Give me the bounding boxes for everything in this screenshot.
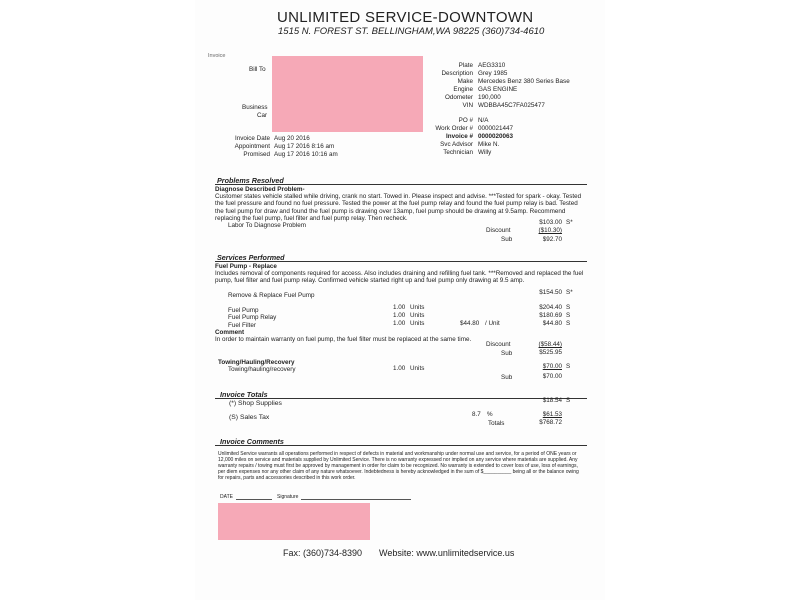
- part-amount: $204.40: [539, 304, 562, 311]
- fuel-labor-label: Remove & Replace Fuel Pump: [228, 292, 315, 299]
- part-qty: 1.00: [393, 320, 406, 327]
- sales-tax-rate: 8.7: [472, 411, 481, 418]
- fuel-sub-value: $525.95: [539, 349, 562, 356]
- grand-total: $768.72: [539, 419, 562, 426]
- diagnose-labor-flag: S*: [566, 219, 573, 226]
- divider: [215, 184, 587, 185]
- towing-amount: $70.00: [542, 363, 562, 370]
- part-name: Fuel Pump: [228, 307, 259, 314]
- description-value: Grey 1985: [478, 70, 508, 77]
- shop-supplies-flag: S: [566, 397, 571, 404]
- car-label: Car: [257, 112, 268, 119]
- divider: [215, 261, 587, 262]
- engine-label: Engine: [453, 86, 473, 93]
- totals-label: Totals: [488, 420, 505, 427]
- comment-label: Comment: [215, 329, 245, 336]
- fuel-labor-flag: S*: [566, 289, 573, 296]
- part-name: Fuel Filter: [228, 322, 256, 329]
- promised-value: Aug 17 2016 10:16 am: [274, 151, 338, 158]
- part-unit: Units: [410, 312, 425, 319]
- towing-flag: S: [566, 363, 571, 370]
- shop-supplies-value: $18.54: [542, 397, 562, 404]
- divider: [215, 445, 587, 446]
- vin-label: VIN: [462, 102, 473, 109]
- fuel-sub-label: Sub: [501, 350, 513, 357]
- towing-sub-value: $70.00: [542, 373, 562, 380]
- footer-website: Website: www.unlimitedservice.us: [379, 548, 515, 558]
- part-per-unit: / Unit: [485, 320, 500, 327]
- vin-value: WDBBA45C7FA025477: [478, 102, 545, 109]
- towing-title: Towing/Hauling/Recovery: [218, 359, 295, 366]
- part-flag: S: [566, 312, 571, 319]
- redacted-customer-info: [272, 56, 423, 132]
- fuel-labor-amount: $154.50: [539, 289, 562, 296]
- work-order-label: Work Order #: [435, 125, 473, 132]
- promised-label: Promised: [243, 151, 270, 158]
- comments-heading: Invoice Comments: [220, 437, 284, 446]
- appointment-value: Aug 17 2016 8:16 am: [274, 143, 335, 150]
- business-label: Business: [242, 104, 268, 111]
- towing-sub-label: Sub: [501, 374, 513, 381]
- services-heading: Services Performed: [217, 253, 285, 262]
- fuel-pump-text: Includes removal of components required for access. Also includes draining and refilling fuel tank. ***Removed and replaced the fuel pump, fuel filter and fuel pump relay. Confirmed vehicle started right up and fuel pump only drawing at 9.5 amp.: [215, 270, 584, 285]
- odometer-label: Odometer: [445, 94, 473, 101]
- diagnose-labor-amount: $103.00: [539, 219, 562, 226]
- shop-supplies-label: (*) Shop Supplies: [229, 400, 282, 407]
- problems-heading: Problems Resolved: [217, 176, 284, 185]
- towing-unit: Units: [410, 365, 425, 372]
- redacted-signature: [218, 503, 370, 540]
- part-amount: $44.80: [542, 320, 562, 327]
- advisor-label: Svc Advisor: [440, 141, 473, 148]
- part-amount: $180.69: [539, 312, 562, 319]
- part-qty: 1.00: [393, 312, 406, 319]
- part-unit: Units: [410, 320, 425, 327]
- sales-tax-label: (S) Sales Tax: [229, 414, 270, 421]
- make-label: Make: [457, 78, 473, 85]
- work-order-value: 0000021447: [478, 125, 514, 132]
- odometer-value: 190,000: [478, 94, 501, 101]
- comment-text: In order to maintain warranty on fuel pump, the fuel filter must be replaced at the same time.: [215, 336, 472, 343]
- diagnose-sub-label: Sub: [501, 236, 513, 243]
- part-name: Fuel Pump Relay: [228, 314, 277, 321]
- company-name: UNLIMITED SERVICE-DOWNTOWN: [277, 9, 534, 26]
- po-value: N/A: [478, 117, 489, 124]
- fuel-discount-label: Discount: [486, 341, 511, 348]
- part-flag: S: [566, 304, 571, 311]
- invoice-date-value: Aug 20 2016: [274, 135, 310, 142]
- technician-label: Technician: [443, 149, 473, 156]
- invoice-date-label: Invoice Date: [234, 135, 270, 142]
- diagnose-sub-value: $92.70: [542, 236, 562, 243]
- sales-tax-percent: %: [487, 411, 493, 418]
- bill-to-label: Bill To: [249, 66, 266, 73]
- invoice-number-value: 0000020063: [478, 133, 514, 140]
- technician-value: Willy: [478, 149, 492, 156]
- make-value: Mercedes Benz 380 Series Base: [478, 78, 570, 85]
- engine-value: GAS ENGINE: [478, 86, 518, 93]
- plate-value: AEG3310: [478, 62, 506, 69]
- invoice-number-label: Invoice #: [446, 133, 473, 140]
- diagnose-labor-label: Labor To Diagnose Problem: [228, 222, 306, 229]
- footer-fax: Fax: (360)734-8390: [283, 548, 363, 558]
- totals-heading: Invoice Totals: [220, 390, 268, 399]
- sales-tax-value: $61.53: [542, 411, 562, 418]
- towing-item: Towing/hauling/recovery: [228, 366, 296, 373]
- company-address: 1515 N. FOREST ST. BELLINGHAM,WA 98225 (360)734-4610: [278, 26, 545, 37]
- warranty-text: Unlimited Service warrants all operations performed in respect of defects in material and workmanship under normal use and service, for a period of ONE years or 12,000 miles on service and materials supplied by Unlimited Service. There is no warranty expressed nor implied on any service where materials are supplied. Any warranty repairs / towing must first be approved by management in order for claim to be recognized. No warranty is extended to cover loss of use, loss of earnings, per diem expenses nor any other claim of any nature whatsoever. Indebtedness is hereby acknowledged in the sum of $__________ being all or the balance owing for repairs, parts and accessories described in this work order.: [218, 451, 579, 481]
- part-qty: 1.00: [393, 304, 406, 311]
- advisor-value: Mike N.: [478, 141, 500, 148]
- signature-line: [301, 499, 411, 500]
- diagnose-discount-value: ($10.30): [538, 227, 562, 234]
- po-label: PO #: [458, 117, 473, 124]
- date-line: [236, 499, 272, 500]
- problem-text: Customer states vehicle stalled while driving, crank no start. Towed in. Please inspect and advise. ***Tested for spark - okay. Tested the fuel pressure and found no fuel pressure. Tested the power at the fuel pump relay and found the fuel pump relay is bad. Tested the fuel pump for draw and found the fuel pump is drawing over 13amp, fuel pump should be drawing at 9.5amp. Recommend replacing the fuel pump, fuel filter and fuel pump relay. Then recheck.: [215, 193, 582, 222]
- fuel-pump-title: Fuel Pump - Replace: [215, 263, 277, 270]
- doc-label: Invoice: [208, 53, 226, 59]
- appointment-label: Appointment: [234, 143, 270, 150]
- part-unit-price: $44.80: [460, 320, 480, 327]
- part-unit: Units: [410, 304, 425, 311]
- diagnose-discount-label: Discount: [486, 227, 511, 234]
- description-label: Description: [441, 70, 473, 77]
- part-flag: S: [566, 320, 571, 327]
- date-label: DATE: [220, 494, 233, 500]
- fuel-discount-value: ($58.44): [538, 341, 562, 348]
- towing-qty: 1.00: [393, 365, 406, 372]
- problem-title: Diagnose Described Problem-: [215, 186, 305, 193]
- signature-label: Signature: [277, 494, 299, 500]
- plate-label: Plate: [458, 62, 473, 69]
